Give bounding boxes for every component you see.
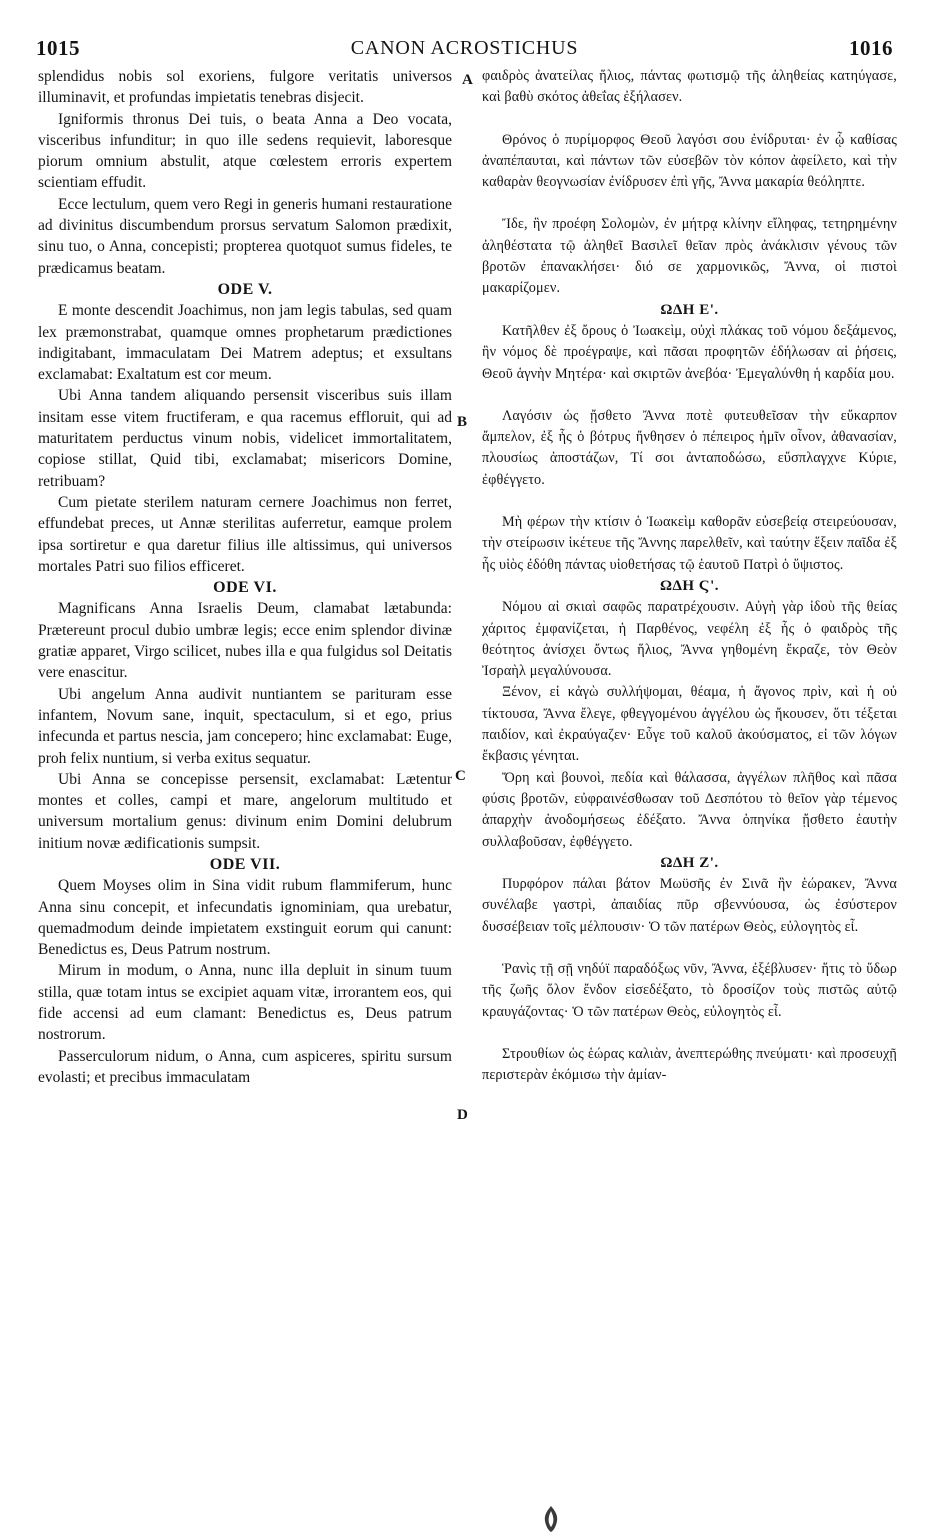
latin-ode-heading: ODE V. (217, 280, 273, 298)
section-marker-a: A (462, 72, 473, 88)
greek-paragraph: Στρουθίων ὡς ἑώρας καλιὰν, ἀνεπτερώθης πνεύματι· καὶ προσευχῇ περιστερὰν ἐκόμισω τὴν ἀμίαν- (482, 1045, 897, 1084)
greek-paragraph: Κατῆλθεν ἐξ ὄρους ὁ Ἰωακεὶμ, οὐχὶ πλάκας τοῦ νόμου δεξάμενος, ἣν νόμος δὲ προέγραψε, καὶ πᾶσαι προφητῶν ἐδήλωσαν αἱ ῥήσεις, Θεοῦ ἁγνὴν Μητέρα· καὶ σκιρτῶν ἀνεβόα· Ἐμεγαλύνθη ἡ καρδία μου. (482, 322, 897, 382)
greek-column (482, 66, 897, 1086)
latin-ode-heading: ODE VI. (213, 579, 277, 597)
latin-paragraph: splendidus nobis sol exoriens, fulgore veritatis universos illuminavit, et profundas impietatis tenebras disjecit. (38, 68, 452, 107)
latin-ode-heading: ODE VII. (209, 855, 281, 873)
greek-paragraph: Μὴ φέρων τὴν κτίσιν ὁ Ἰωακεὶμ καθορᾶν εὐσεβείᾳ στειρεύουσαν, τὴν στείρωσιν ἱκέτευε τῆς Ἄννης παρελθεῖν, καὶ ταύτην ἕξειν παῖδα ἐξ ἧς υἱὸς ἐδόθη πάντας υἱοθετήσας τῷ ἑαυτοῦ Πατρὶ ὁ ὕψιστος. (482, 514, 897, 573)
latin-column (38, 66, 452, 1088)
greek-paragraph: Ἴδε, ἣν προέφη Σολομὼν, ἐν μήτρᾳ κλίνην εἴληφας, τετηρημένην ἀληθέστατα τῷ ἀληθεῖ Βασιλεῖ θεῖαν πρὸς ἀνάκλισιν γένους τῶν βροτῶν ἐπανακλήσει· διό σε χαρμονικῶς, Ἄννα, οἱ πιστοὶ μακαρίζομεν. (482, 216, 897, 297)
latin-paragraph: Cum pietate sterilem naturam cernere Joachimus non ferret, effundebat preces, ut Annæ sterilitas auferretur, eamque prolem ipsa sortiretur e qua daretur filius ille altissimus, qui universos mortales Patri suo filios efficeret. (38, 493, 452, 575)
latin-paragraph: Ecce lectulum, quem vero Regi in generis humani restauratione ad divinitus discumbendum prorsus servatum Salomon prædixit, sinu tuo, o Anna, concepisti; propterea quotquot sumus fideles, te prædicamus beatam. (38, 195, 452, 277)
page-number-left: 1015 (36, 36, 80, 60)
greek-ode-heading: ΩΔΗ Ϛ'. (659, 577, 720, 594)
latin-paragraph: Passerculorum nidum, o Anna, cum aspiceres, spiritu sursum evolasti; et precibus immaculatam (38, 1047, 452, 1086)
section-marker-d: D (457, 1107, 468, 1123)
latin-paragraph: Igniformis thronus Dei tuis, o beata Anna a Deo vocata, visceribus infunditur; in quo ille sedens requievit, laboresque piorum omnium abstulit, atque cœlestem erroris expertem scientiam effudit. (38, 110, 452, 192)
greek-paragraph: Ξένον, εἰ κἀγὼ συλλήψομαι, θέαμα, ἡ ἄγονος πρὶν, καὶ ἡ οὐ τίκτουσα, Ἄννα ἔλεγε, φθεγγομένου ἀγγέλου ὡς ἤκουσεν, ὅτι τέξεται παιδίον, καὶ ἐκραύγαζεν· Εὖγε τοῦ καλοῦ ἀκούσματος, εἰ τῶν λόγων ἔκβασις γένηται. (482, 684, 897, 765)
greek-paragraph: Πυρφόρον πάλαι βάτον Μωϋσῆς ἐν Σινᾶ ἣν ἑώρακεν, Ἄννα συνέλαβε γαστρὶ, ἀπαιδίας πῦρ σβεννύουσα, ὡς ἐσύστερον δυσσέβειαν τοῖς μέλπουσιν· Ὁ τῶν πατέρων Θεὸς, εὐλογητὸς εἶ. (482, 876, 897, 935)
latin-paragraph: Ubi Anna se concepisse persensit, exclamabat: Lætentur montes et colles, campi et mare, angelorum multitudo et universum mortalium genus: divinum enim Domini delubrum initium novæ ædificationis sumpsit. (38, 770, 452, 852)
page-header (36, 36, 893, 66)
printer-ornament-icon (540, 1505, 562, 1533)
greek-paragraph: Νόμου αἱ σκιαὶ σαφῶς παρατρέχουσιν. Αὐγὴ γὰρ ἰδοὺ τῆς θείας χάριτος ἐμφανίζεται, ἡ Παρθένος, νεφέλη ἐξ ἧς ὁ φαιδρὸς τῆς θεότητος ἀνίσχει ὄντως ἥλιος, Ἄννα γηθομένη ἔκραζε, τὸν Θεὸν Ἰσραὴλ μεγαλύνουσα. (482, 599, 897, 680)
greek-ode-heading: ΩΔΗ Ζ'. (660, 854, 719, 871)
section-marker-b: B (457, 414, 468, 430)
latin-paragraph: Ubi angelum Anna audivit nuntiantem se parituram esse infantem, Novum sane, inquit, spectaculum, si et ego, prius infecunda et partus nescia, jam concepero; hinc exclamabat: Euge, proh felix nuntium, si verba exitus sequatur. (38, 685, 452, 767)
section-marker-c: C (455, 768, 466, 784)
latin-paragraph: Ubi Anna tandem aliquando persensit visceribus suis illam insitam esse vitem fructiferam, e qua racemus effloruit, qui ad maturitatem perductus vinum nobis, videlicet immortalitatem, copiose stillat, Quid tibi, exclamabat; misericors Domine, retribuam? (38, 387, 452, 490)
greek-ode-heading: ΩΔΗ Ε'. (660, 301, 719, 318)
greek-paragraph: Θρόνος ὁ πυρίμορφος Θεοῦ λαγόσι σου ἐνίδρυται· ἐν ᾧ καθίσας ἀναπέπαυται, καὶ πάντων τῶν εὐσεβῶν τὸν κόπον ἀφείλετο, καὶ τὴν καθαρὰν θεογνωσίαν ἐνίδρυσεν ἐπὶ γῆς, Ἄννα μακαρία θεόληπτε. (482, 131, 897, 191)
latin-paragraph: Mirum in modum, o Anna, nunc illa depluit in sinum tuum stilla, quæ totam intus se excipiet aquam vitæ, irrorantem eos, qui fide accensi ad eum clamant: Benedictus es, Deus patrum nostrorum. (38, 962, 452, 1044)
latin-paragraph: Quem Moyses olim in Sina vidit rubum flammiferum, hunc Anna sinu concepit, et infecundatis ignominiam, qua urebatur, quemadmodum deinde impietatem exstinguit eorum qui canunt: Benedictus es, Deus Patrum nostrum. (38, 877, 452, 959)
latin-paragraph: Magnificans Anna Israelis Deum, clamabat lætabunda: Prætereunt procul dubio umbræ legis; ecce enim splendor divinæ gratiæ apparet, Virgo scilicet, nubes illa e qua fulgidus sol Deitatis vere enascitur. (38, 600, 452, 682)
greek-paragraph: φαιδρὸς ἀνατείλας ἥλιος, πάντας φωτισμῷ τῆς ἀληθείας κατηύγασε, καὶ βαθὺ σκότος ἀθεΐας ἐξήλασεν. (482, 68, 897, 106)
greek-paragraph: Λαγόσιν ὡς ᾔσθετο Ἄννα ποτὲ φυτευθεῖσαν τὴν εὔκαρπον ἄμπελον, ἐξ ἧς ὁ βότρυς ἤνθησεν ὁ πέπειρος ἡμῖν οἶνον, ἀθανασίαν, πλουσίως ἀποστάζων, Τί σοι ἀνταποδώσω, εὔσπλαγχνε Κύριε, ἐφθέγγετο. (482, 407, 897, 488)
greek-paragraph: Ὄρη καὶ βουνοὶ, πεδία καὶ θάλασσα, ἀγγέλων πλῆθος καὶ πᾶσα φύσις βροτῶν, εὐφραινέσθωσαν τοῦ Δεσπότου τὸ θεῖον γὰρ τέμενος ἀπαρχὴν ἀνοδομήσεως ἐδέξατο. Ἄννα ὁπηνίκα ᾔσθετο ἑαυτὴν συλλαβοῦσαν, ἐφθέγγετο. (482, 769, 897, 850)
page-number-right: 1016 (849, 36, 893, 60)
running-title: CANON ACROSTICHUS (350, 37, 579, 59)
latin-paragraph: E monte descendit Joachimus, non jam legis tabulas, sed quam lex præmonstrabat, quamque omnes prophetarum prædictiones indigitabant, immaculatam Dei Matrem adeptus; et exsultans exclamabat: Exaltatum est cor meum. (38, 302, 452, 384)
greek-paragraph: Ῥανὶς τῇ σῇ νηδύϊ παραδόξως νῦν, Ἄννα, ἐξέβλυσεν· ἥτις τὸ ὕδωρ τῆς ζωῆς ὅλον ἔνδον εἰσεδέξατο, τὸ δροσίζον τοὺς πιστῶς αὐτῷ κραυγάζοντας· Ὁ τῶν πατέρων Θεὸς, εὐλογητὸς εἶ. (482, 960, 897, 1020)
